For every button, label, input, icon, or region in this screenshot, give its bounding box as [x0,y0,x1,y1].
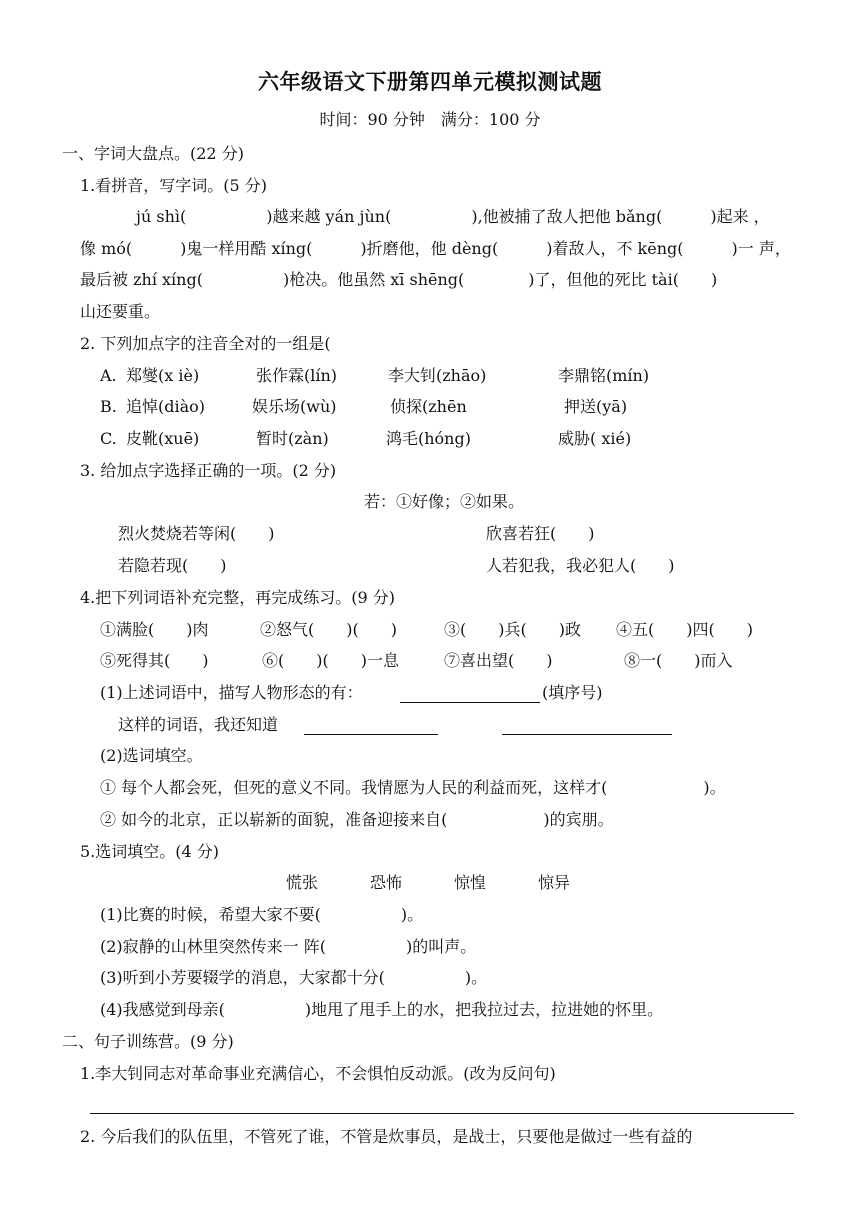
q4-sub1-blank[interactable] [400,702,540,703]
q2-option-b-item4: 押送(yā) [564,397,628,416]
q2-option-b-label: B. [100,397,117,416]
page-title: 六年级语文下册第四单元模拟测试题 [258,69,602,94]
q5-word-3: 惊惶 [454,873,487,892]
q2-option-b-item2: 娱乐场(wù) [252,397,337,416]
q4-word-8: ⑧一( )而入 [624,651,733,670]
q2-option-b-item3: 侦探(zhēn [390,397,467,416]
q4-word-4: ④五( )四( ) [616,620,753,639]
q4-word-7: ⑦喜出望( ) [444,651,553,670]
q2-option-a-item1: 郑燮(x iè) [126,366,200,385]
q4-word-3: ③( )兵( )政 [444,620,581,639]
q2-option-c-item4: 威胁( xié) [558,429,632,448]
exam-info: 时间：90 分钟 满分：100 分 [319,110,541,129]
s2-q1: 1.李大钊同志对革命事业充满信心，不会惧怕反动派。(改为反问句) [80,1064,556,1083]
s2-q1-answer-line[interactable] [90,1113,794,1114]
s2-q2: 2. 今后我们的队伍里，不管死了谁，不管是炊事员，是战士，只要他是做过一些有益的 [80,1127,693,1146]
q4-word-1: ①满脸( )肉 [100,620,209,639]
q3-heading: 3. 给加点字选择正确的一项。(2 分) [80,461,337,480]
q2-option-a-item4: 李鼎铭(mín) [558,366,650,385]
q1-line-4: 山还要重。 [80,302,161,321]
q5-word-4: 惊异 [538,873,571,892]
q5-heading: 5.选词填空。(4 分) [80,842,220,861]
q4-sub1: (1)上述词语中，描写人物形态的有： [100,683,363,702]
q2-heading: 2. 下列加点字的注音全对的一组是( [80,334,331,353]
q4-sub1b: 这样的词语，我还知道 [118,715,279,734]
q2-option-c-item3: 鸿毛(hóng) [386,429,471,448]
q3-item-3: 若隐若现( ) [118,556,227,575]
q4-word-6: ⑥( )( )一息 [262,651,399,670]
q5-item-1: (1)比赛的时候，希望大家不要( )。 [100,905,424,924]
q4-sub2-a: ① 每个人都会死，但死的意义不同。我情愿为人民的利益而死，这样才( )。 [100,778,726,797]
q1-line-2: 像 mó( )鬼一样用酷 xíng( )折磨他，他 dèng( )着敌人，不 kēng( )一 声， [80,239,791,258]
q5-word-1: 慌张 [286,873,319,892]
q5-item-4: (4)我感觉到母亲( )地甩了甩手上的水，把我拉过去，拉进她的怀里。 [100,1000,664,1019]
q4-sub1-tail: (填序号) [542,683,603,702]
section1-heading: 一、字词大盘点。(22 分) [62,144,244,163]
q4-sub1b-blank-2[interactable] [502,734,672,735]
q4-sub2-b: ② 如今的北京，正以崭新的面貌，准备迎接来自( )的宾朋。 [100,810,614,829]
q3-hint: 若：①好像；②如果。 [364,492,525,511]
q4-sub2: (2)选词填空。 [100,746,203,765]
q5-item-2: (2)寂静的山林里突然传来一 阵( )的叫声。 [100,937,477,956]
section2-heading: 二、句子训练营。(9 分) [62,1032,234,1051]
q4-word-2: ②怒气( )( ) [260,620,397,639]
q2-option-c-label: C. [100,429,117,448]
q4-sub1b-blank-1[interactable] [304,734,438,735]
q5-item-3: (3)听到小芳要辍学的消息，大家都十分( )。 [100,968,488,987]
q2-option-a-label: A. [100,366,117,385]
q2-option-c-item1: 皮靴(xuē) [126,429,200,448]
q3-item-1: 烈火焚烧若等闲( ) [118,524,275,543]
q4-word-5: ⑤死得其( ) [100,651,209,670]
q2-option-a-item2: 张作霖(lín) [256,366,338,385]
q2-option-b-item1: 追悼(diào) [126,397,206,416]
q3-item-4: 人若犯我，我必犯人( ) [486,556,675,575]
q1-line-3: 最后被 zhí xíng( )枪决。他虽然 xī shēng( )了，但他的死比 tài( ) [80,270,718,289]
q3-item-2: 欣喜若狂( ) [486,524,595,543]
q1-line-1: jú shì( )越来越 yán jùn( ),他被捕了敌人把他 bǎng( )起来 ， [136,207,770,226]
q1-heading: 1.看拼音，写字词。(5 分) [80,176,268,195]
q4-heading: 4.把下列词语补充完整，再完成练习。(9 分) [80,588,396,607]
q2-option-a-item3: 李大钊(zhāo) [388,366,487,385]
q5-word-2: 恐怖 [370,873,403,892]
q2-option-c-item2: 暂时(zàn) [256,429,329,448]
